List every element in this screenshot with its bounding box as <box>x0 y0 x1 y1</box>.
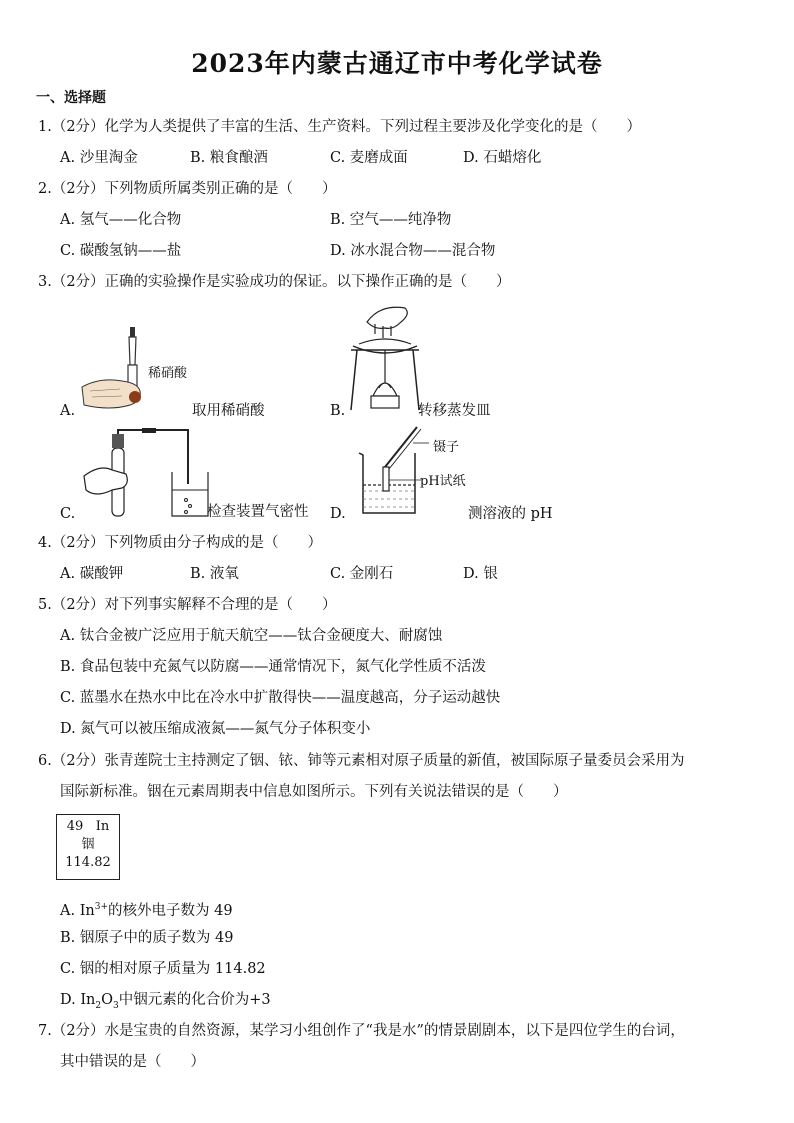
q3-option-a-caption: 取用稀硝酸 <box>192 403 265 419</box>
q3-stem: 3.（2分）正确的实验操作是实验成功的保证。以下操作正确的是（ ） <box>38 274 511 290</box>
q2-option-c[interactable]: C. 碳酸氢钠——盐 <box>60 243 182 259</box>
q6-option-b[interactable]: B. 铟原子中的质子数为 49 <box>60 930 234 946</box>
tweezers-label: 镊子 <box>433 440 460 455</box>
ph-test-figure <box>355 425 430 520</box>
q5-option-a[interactable]: A. 钛合金被广泛应用于航天航空——钛合金硬度大、耐腐蚀 <box>60 628 443 644</box>
element-number: 49 <box>66 819 84 834</box>
q1-option-b[interactable]: B. 粮食酿酒 <box>190 150 268 166</box>
q5-stem: 5.（2分）对下列事实解释不合理的是（ ） <box>38 597 337 613</box>
q5-option-d[interactable]: D. 氮气可以被压缩成液氮——氮气分子体积变小 <box>60 721 371 737</box>
q3-option-c[interactable]: C. <box>60 506 76 522</box>
q3-option-a[interactable]: A. <box>60 403 76 419</box>
element-symbol: In <box>95 819 110 834</box>
q7-stem-line1: 7.（2分）水是宝贵的自然资源，某学习小组创作了“我是水”的情景剧剧本，以下是四位学生的台词， <box>38 1023 685 1039</box>
q2-option-b[interactable]: B. 空气——纯净物 <box>330 212 452 228</box>
dropper-label: 稀硝酸 <box>148 366 188 381</box>
q6-a-charge: 3+ <box>94 902 109 912</box>
q6-d-mid: O <box>101 992 114 1008</box>
q2-stem: 2.（2分）下列物质所属类别正确的是（ ） <box>38 181 337 197</box>
q7-stem-line2: 其中错误的是（ ） <box>60 1054 205 1070</box>
q4-option-a[interactable]: A. 碳酸钾 <box>60 566 124 582</box>
q1-option-a[interactable]: A. 沙里淘金 <box>60 150 138 166</box>
q1-option-c[interactable]: C. 麦磨成面 <box>330 150 408 166</box>
q6-option-a[interactable] <box>60 898 233 920</box>
q4-option-d[interactable]: D. 银 <box>463 566 498 582</box>
evaporating-dish-figure <box>345 300 425 415</box>
q5-option-b[interactable]: B. 食品包装中充氮气以防腐——通常情况下，氮气化学性质不活泼 <box>60 659 486 675</box>
q6-option-d[interactable] <box>60 991 271 1015</box>
airtightness-figure <box>82 428 212 520</box>
q3-option-c-caption: 检查装置气密性 <box>207 504 309 520</box>
element-card <box>56 814 120 880</box>
q3-option-b[interactable]: B. <box>330 403 346 419</box>
element-mass: 114.82 <box>65 855 111 870</box>
q2-option-a[interactable]: A. 氢气——化合物 <box>60 212 182 228</box>
q3-option-b-caption: 转移蒸发皿 <box>418 403 491 419</box>
q4-option-c[interactable]: C. 金刚石 <box>330 566 394 582</box>
element-name: 铟 <box>81 837 95 852</box>
q6-d-pre: D. In <box>60 992 96 1008</box>
q6-option-c[interactable]: C. 铟的相对原子质量为 114.82 <box>60 961 266 977</box>
q3-option-d[interactable]: D. <box>330 506 346 522</box>
ph-paper-label: pH试纸 <box>420 474 466 489</box>
q4-option-b[interactable]: B. 液氧 <box>190 566 239 582</box>
q1-option-d[interactable]: D. 石蜡熔化 <box>463 150 542 166</box>
section-heading: 一、选择题 <box>36 90 106 106</box>
q6-d-sub1: 2 <box>95 1000 102 1011</box>
q1-stem: 1.（2分）化学为人类提供了丰富的生活、生产资料。下列过程主要涉及化学变化的是（ ） <box>38 119 642 135</box>
q6-a-post: 的核外电子数为 49 <box>108 902 233 919</box>
q6-stem-line2: 国际新标准。铟在元素周期表中信息如图所示。下列有关说法错误的是（ ） <box>60 784 568 800</box>
q6-d-sub2: 3 <box>113 1000 119 1011</box>
q6-stem-line1: 6.（2分）张青莲院士主持测定了铟、铱、铈等元素相对原子质量的新值，被国际原子量委员会采用为 <box>38 753 685 769</box>
q6-d-post: 中铟元素的化合价为+3 <box>118 992 271 1008</box>
q3-option-d-caption: 测溶液的 pH <box>468 506 553 522</box>
page-title: 2023年内蒙古通辽市中考化学试卷 <box>191 49 603 78</box>
q6-a-pre: A. In <box>60 902 95 919</box>
q5-option-c[interactable]: C. 蓝墨水在热水中比在冷水中扩散得快——温度越高，分子运动越快 <box>60 690 501 706</box>
q4-stem: 4.（2分）下列物质由分子构成的是（ ） <box>38 535 323 551</box>
q2-option-d[interactable]: D. 冰水混合物——混合物 <box>330 243 496 259</box>
